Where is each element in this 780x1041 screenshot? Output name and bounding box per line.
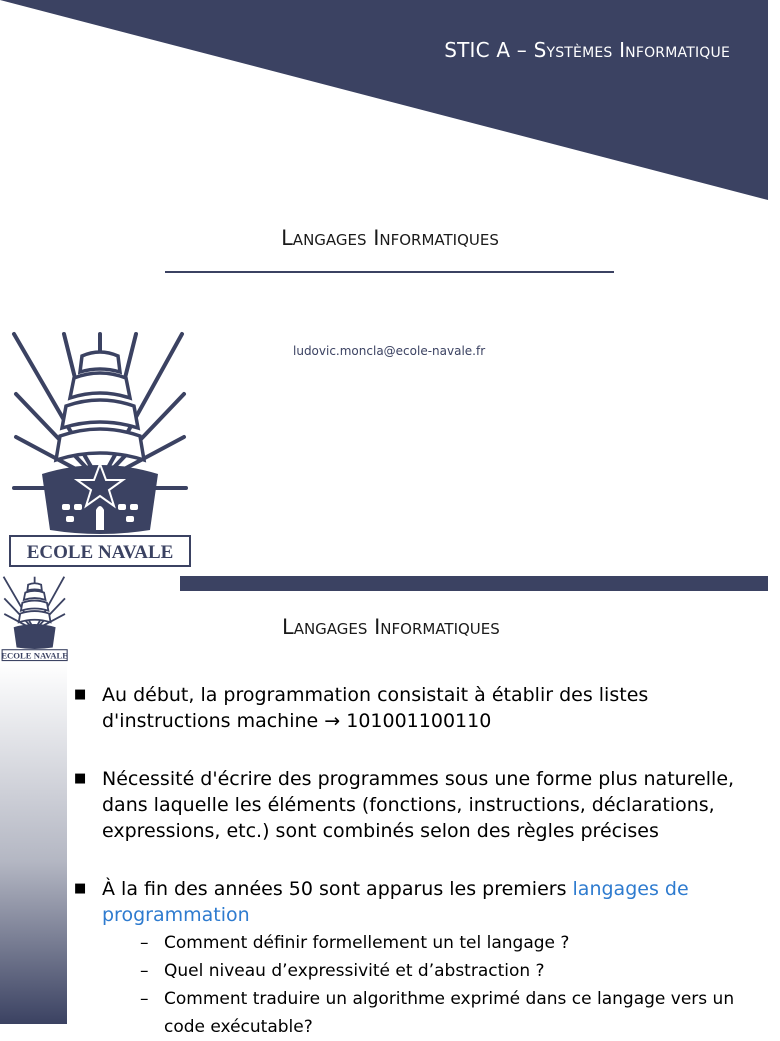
logo-text: ECOLE NAVALE <box>26 542 174 563</box>
list-item <box>74 876 754 1041</box>
sub-list-item <box>140 985 754 1041</box>
bullet-text: Au début, la programmation consistait à établir des listes d'instructions machine → 101001100110 <box>102 684 649 732</box>
content-slide <box>0 576 768 1037</box>
list-item <box>74 682 754 734</box>
dash-icon: – <box>140 989 149 1009</box>
sub-bullet-text: Comment définir formellement un tel langage ? <box>164 933 570 953</box>
sub-list-item <box>140 957 754 985</box>
ecole-navale-logo-small <box>0 576 70 662</box>
title-divider <box>165 271 614 273</box>
header-corner-band <box>0 0 768 200</box>
sub-bullet-text: Comment traduire un algorithme exprimé dans ce langage vers un code exécutable? <box>164 989 735 1037</box>
side-gradient-band <box>0 662 67 1024</box>
lecture-title: Langages Informatiques <box>281 226 499 250</box>
course-title: STIC A – Systèmes Informatique <box>444 38 730 62</box>
logo-text: ECOLE NAVALE <box>1 650 69 661</box>
sub-list-item <box>140 929 754 957</box>
bullet-list <box>74 682 754 1041</box>
programming-languages-link[interactable]: langages de programmation <box>102 878 689 926</box>
header-bar <box>180 576 768 591</box>
sub-bullet-list <box>102 929 754 1041</box>
bullet-icon: ■ <box>74 881 87 896</box>
bullet-icon: ■ <box>74 771 87 786</box>
ecole-navale-logo <box>8 332 194 570</box>
bullet-text: À la fin des années 50 sont apparus les premiers <box>102 878 573 900</box>
sub-bullet-text: Quel niveau d’expressivité et d’abstraction ? <box>164 961 545 981</box>
list-item <box>74 766 754 844</box>
bullet-icon: ■ <box>74 687 87 702</box>
bullet-text: Nécessité d'écrire des programmes sous une forme plus naturelle, dans laquelle les éléments (fonctions, instructions, déclarations, expressions, etc.) sont combinés selon des règles précises <box>102 768 735 842</box>
author-email[interactable]: ludovic.moncla@ecole-navale.fr <box>293 344 486 358</box>
dash-icon: – <box>140 961 149 981</box>
slide-title: Langages Informatiques <box>282 615 500 639</box>
dash-icon: – <box>140 933 149 953</box>
